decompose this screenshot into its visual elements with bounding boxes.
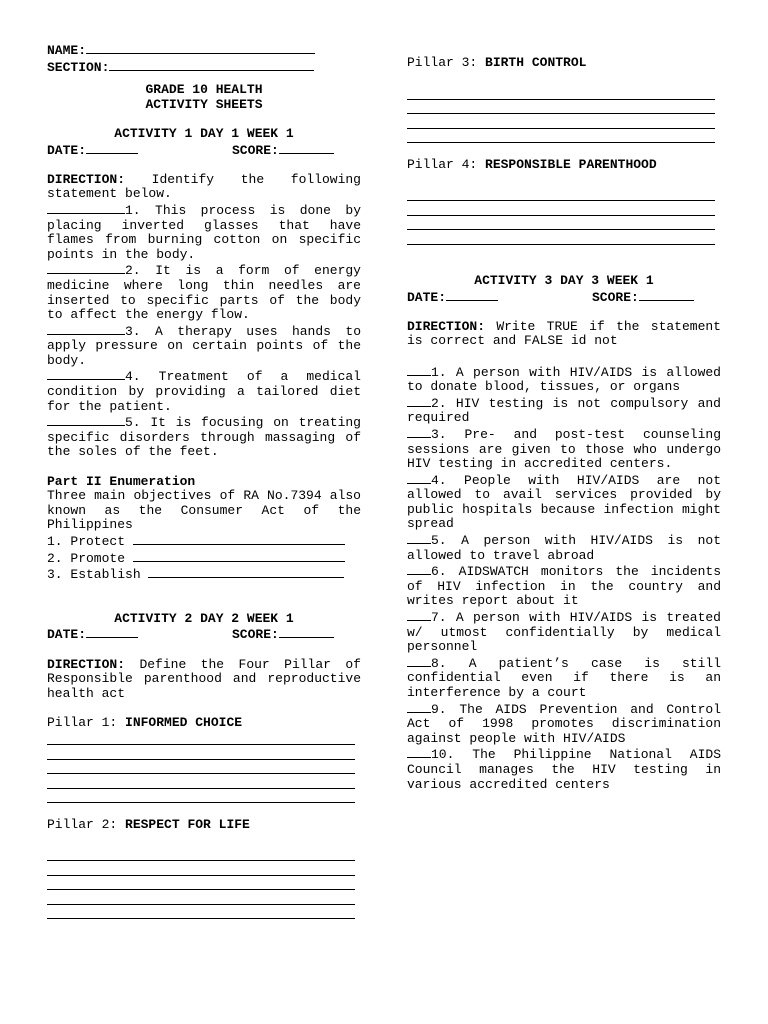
activity3-item-1-text: 1. A person with HIV/AIDS is allowed to donate blood, tissues, or organs (407, 364, 721, 395)
activity3-direction-label: DIRECTION: (407, 318, 486, 334)
pillar1-lines[interactable] (47, 731, 361, 804)
answer-line[interactable] (407, 201, 715, 216)
activity3-item-9-text: 9. The AIDS Prevention and Control Act of 1998 promotes discrimination against people with HIV/AIDS (407, 701, 721, 746)
activity2-direction (47, 658, 361, 702)
activity3-item-7-text: 7. A person with HIV/AIDS is treated w/ utmost confidentially by medical personnel (407, 610, 721, 655)
answer-blank[interactable] (47, 262, 125, 274)
part2-item-1-blank[interactable] (133, 533, 345, 545)
part2-item-2-blank[interactable] (133, 550, 345, 562)
activity2-date-blank[interactable] (86, 626, 138, 638)
answer-line[interactable] (47, 905, 355, 920)
activity1-score-blank[interactable] (279, 142, 334, 154)
part2-title: Part II Enumeration (47, 473, 196, 489)
part2-item-3 (47, 566, 361, 583)
activity1-date-score (47, 142, 361, 159)
part2-item-3-label: 3. Establish (47, 567, 141, 583)
activity3-item-5 (407, 532, 721, 563)
activity3-item-1 (407, 364, 721, 395)
answer-line[interactable] (47, 760, 355, 775)
part2-item-1-label: 1. Protect (47, 534, 126, 549)
activity1-title: ACTIVITY 1 DAY 1 WEEK 1 (114, 125, 294, 141)
answer-blank[interactable] (47, 323, 125, 335)
activity3-title: ACTIVITY 3 DAY 3 WEEK 1 (474, 272, 654, 288)
part2-item-2-label: 2. Promote (47, 550, 126, 566)
name-line (47, 42, 361, 59)
activity2-date-score (47, 626, 361, 643)
activity3-item-6-text: 6. AIDSWATCH monitors the incidents of HIV infection in the country and writes report about it (407, 564, 721, 609)
pillar1-name: INFORMED CHOICE (125, 714, 243, 730)
pillar2-name: RESPECT FOR LIFE (125, 816, 250, 832)
left-column (47, 42, 361, 919)
activity3-score-blank[interactable] (639, 289, 694, 301)
activity2-score-label: SCORE: (232, 627, 279, 643)
section-label: SECTION: (47, 59, 110, 75)
pillar3-lines[interactable] (407, 85, 721, 143)
activity3-item-2 (407, 395, 721, 426)
name-label: NAME: (47, 43, 87, 58)
name-blank[interactable] (86, 42, 315, 54)
activity1-direction (47, 173, 361, 202)
activity1-item-4-text: 4. Treatment of a medical condition by providing a tailored diet for the patient. (47, 369, 361, 414)
activity1-item-3-text: 3. A therapy uses hands to apply pressure on certain points of the body. (47, 323, 361, 368)
pillar1-label: Pillar 1: (47, 714, 118, 730)
answer-blank[interactable] (47, 202, 125, 214)
activity2-score-blank[interactable] (279, 626, 334, 638)
part2-item-3-blank[interactable] (148, 566, 344, 578)
part2-text: Three main objectives of RA No.7394 also known as the Consumer Act of the Philippines (47, 488, 361, 533)
activity3-item-4 (407, 472, 721, 532)
answer-line[interactable] (47, 745, 355, 760)
answer-blank[interactable] (407, 655, 431, 667)
section-line (47, 59, 361, 76)
activity3-item-8-text: 8. A patient’s case is still confidential even if there is an interference by a court (407, 655, 721, 700)
answer-blank[interactable] (407, 532, 431, 544)
answer-line[interactable] (407, 85, 715, 100)
activity3-item-7 (407, 609, 721, 655)
activity3-score-label: SCORE: (592, 289, 639, 305)
activity2-title: ACTIVITY 2 DAY 2 WEEK 1 (114, 610, 294, 626)
activity3-item-6 (407, 563, 721, 609)
pillar3-name: BIRTH CONTROL (485, 55, 587, 70)
pillar3-heading (407, 56, 721, 71)
answer-line[interactable] (47, 774, 355, 789)
answer-blank[interactable] (407, 472, 431, 484)
pillar4-lines[interactable] (407, 187, 721, 245)
pillar4-label: Pillar 4: (407, 156, 478, 172)
activity3-direction (407, 320, 721, 349)
answer-line[interactable] (407, 114, 715, 129)
activity3-item-10 (407, 746, 721, 792)
activity3-item-3 (407, 426, 721, 472)
part2-item-2 (47, 550, 361, 567)
activity1-item-5 (47, 414, 361, 460)
activity3-date-blank[interactable] (446, 289, 498, 301)
answer-blank[interactable] (407, 563, 431, 575)
activity1-direction-label: DIRECTION: (47, 171, 126, 187)
pillar1-heading (47, 716, 361, 731)
section-blank[interactable] (109, 59, 314, 71)
answer-line[interactable] (407, 216, 715, 231)
activity1-direction-text: Identify the following statement below. (47, 171, 361, 202)
answer-line[interactable] (407, 187, 715, 202)
part2-item-1 (47, 533, 361, 550)
answer-line[interactable] (47, 876, 355, 891)
answer-line[interactable] (407, 100, 715, 115)
pillar2-lines[interactable] (47, 847, 361, 920)
answer-line[interactable] (407, 129, 715, 144)
pillar2-heading (47, 818, 361, 833)
activity1-item-2-text: 2. It is a form of energy medicine where long thin needles are inserted to specific parts of the body to affect the energy flow. (47, 263, 361, 323)
pillar3-label: Pillar 3: (407, 55, 478, 70)
activity1-item-1 (47, 202, 361, 262)
activity1-date-label: DATE: (47, 142, 87, 158)
activity3-direction-text: Write TRUE if the statement is correct and FALSE id not (407, 318, 721, 349)
activity1-date-blank[interactable] (86, 142, 138, 154)
answer-blank[interactable] (407, 395, 431, 407)
activity3-date-score (407, 289, 721, 306)
answer-blank[interactable] (47, 368, 125, 380)
right-column (407, 56, 721, 792)
pillar2-label: Pillar 2: (47, 816, 118, 832)
activity3-date-label: DATE: (407, 289, 447, 305)
answer-blank[interactable] (407, 609, 431, 621)
answer-line[interactable] (47, 789, 355, 804)
activity3-item-8 (407, 655, 721, 701)
answer-blank[interactable] (407, 426, 431, 438)
grade-title: GRADE 10 HEALTH (145, 82, 263, 98)
activity3-item-2-text: 2. HIV testing is not compulsory and required (407, 395, 721, 426)
answer-line[interactable] (47, 861, 355, 876)
answer-blank[interactable] (407, 701, 431, 713)
activity3-item-5-text: 5. A person with HIV/AIDS is not allowed to travel abroad (407, 533, 721, 563)
activity3-item-10-text: 10. The Philippine National AIDS Council manages the HIV testing in various accredited centers (407, 747, 721, 792)
activity1-item-3 (47, 323, 361, 369)
answer-line[interactable] (47, 890, 355, 905)
activity2-date-label: DATE: (47, 627, 87, 643)
pillar4-name: RESPONSIBLE PARENTHOOD (485, 156, 657, 172)
answer-line[interactable] (47, 847, 355, 862)
pillar4-heading (407, 158, 721, 173)
activity1-item-2 (47, 262, 361, 322)
activity1-item-5-text: 5. It is focusing on treating specific disorders through massaging of the soles of the feet. (47, 415, 361, 460)
answer-blank[interactable] (407, 746, 431, 758)
activity1-item-1-text: 1. This process is done by placing inverted glasses that have flames from burning cotton on specific points in the body. (47, 202, 361, 262)
activity-sheets-title: ACTIVITY SHEETS (145, 96, 263, 112)
activity3-item-9 (407, 701, 721, 747)
answer-blank[interactable] (47, 414, 125, 426)
activity2-direction-text: Define the Four Pillar of Responsible parenthood and reproductive health act (47, 656, 361, 701)
answer-line[interactable] (407, 230, 715, 245)
activity3-item-4-text: 4. People with HIV/AIDS are not allowed to avail services provided by public hospitals because infection might spread (407, 472, 721, 532)
activity3-item-3-text: 3. Pre- and post-test counseling sessions are given to those who undergo HIV testing in accredited centers. (407, 426, 721, 472)
answer-line[interactable] (47, 731, 355, 746)
answer-blank[interactable] (407, 364, 431, 376)
activity2-direction-label: DIRECTION: (47, 656, 126, 672)
activity1-item-4 (47, 368, 361, 414)
activity1-score-label: SCORE: (232, 142, 279, 158)
